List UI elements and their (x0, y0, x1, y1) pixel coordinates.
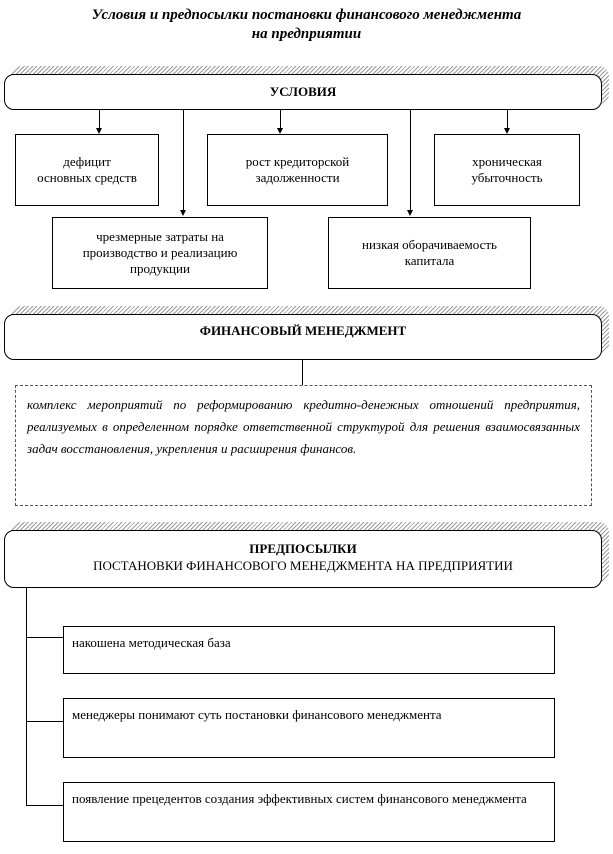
condition-box (52, 217, 268, 289)
prerequisites-header-line-1: ПРЕДПОСЫЛКИ (249, 541, 357, 556)
prerequisite-item (63, 782, 555, 842)
connector-line (99, 110, 100, 130)
prerequisites-header-line-2: ПОСТАНОВКИ ФИНАНСОВОГО МЕНЕДЖМЕНТА НА ПРЕДПРИЯТИИ (93, 558, 513, 573)
bracket-line (26, 637, 63, 638)
condition-box (434, 134, 580, 206)
condition-text: дефицит основных средств (37, 154, 137, 185)
arrow-head (180, 210, 186, 216)
prerequisites-header (4, 530, 602, 588)
prerequisite-text: менеджеры понимают суть постановки финансового менеджмента (72, 707, 442, 722)
fin-mgmt-definition (15, 385, 592, 506)
bracket-line (26, 588, 27, 805)
fin-mgmt-header (4, 314, 602, 360)
prerequisite-item (63, 698, 555, 758)
prerequisite-item (63, 626, 555, 674)
conditions-header-label: УСЛОВИЯ (269, 84, 337, 99)
condition-text: чрезмерные затраты на производство и реализацию продукции (82, 229, 238, 276)
prerequisite-text: появление прецедентов создания эффективных систем финансового менеджмента (72, 791, 527, 806)
connector-line (280, 110, 281, 130)
definition-text: комплекс мероприятий по реформированию кредитно-денежных отношений предприятия, реализуемых в определенном порядке ответственной структурой для решения взаимосвязанных задач восстановления, укрепления и расширения финансов. (27, 397, 580, 456)
condition-box (328, 217, 531, 289)
conditions-header (4, 74, 602, 110)
bracket-line (26, 805, 63, 806)
connector-line (183, 110, 184, 212)
diagram-title (0, 6, 613, 44)
title-line-1: Условия и предпосылки постановки финансового менеджмента (91, 7, 522, 23)
bracket-line (26, 721, 63, 722)
fin-mgmt-header-label: ФИНАНСОВЫЙ МЕНЕДЖМЕНТ (199, 323, 407, 338)
title-line-2: на предприятии (251, 26, 362, 42)
connector-line (507, 110, 508, 130)
condition-box (207, 134, 388, 206)
condition-box (15, 134, 159, 206)
condition-text: хроническая убыточность (471, 154, 543, 185)
condition-text: низкая оборачиваемость капитала (362, 237, 497, 268)
connector-line (410, 110, 411, 212)
arrow-head (407, 210, 413, 216)
prerequisite-text: накошена методическая база (72, 635, 231, 650)
condition-text: рост кредиторской задолженности (245, 154, 350, 185)
connector-line (302, 360, 303, 385)
